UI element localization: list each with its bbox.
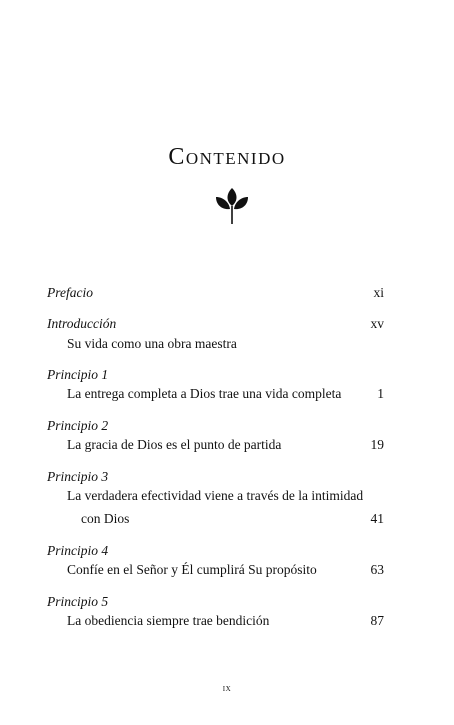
page-number: 87 (370, 613, 384, 628)
entry-title: La gracia de Dios es el punto de partida (67, 437, 282, 452)
entry-label: Introducción (47, 316, 117, 331)
entry-label: Principio 4 (47, 543, 109, 558)
entry-label: Principio 1 (47, 367, 109, 382)
entry-title-continuation: con Dios (81, 511, 130, 526)
page-title: Contenido (168, 144, 286, 170)
entry-title: Confíe en el Señor y Él cumplirá Su propósito (67, 562, 317, 577)
page-number: xv (370, 316, 384, 331)
entry-title: La entrega completa a Dios trae una vida completa (67, 386, 342, 401)
page-number: 1 (377, 386, 384, 401)
page-number: 63 (370, 562, 384, 577)
entry-title: La verdadera efectividad viene a través de la intimidad (67, 488, 364, 503)
entry-label: Prefacio (47, 285, 93, 300)
entry-title: Su vida como una obra maestra (67, 336, 237, 351)
entry-label: Principio 3 (47, 469, 109, 484)
page-number: 19 (370, 437, 384, 452)
page-folio: ix (222, 683, 232, 694)
page-number: xi (373, 285, 384, 300)
entry-label: Principio 2 (47, 418, 109, 433)
entry-title: La obediencia siempre trae bendición (67, 613, 270, 628)
entry-label: Principio 5 (47, 594, 109, 609)
page-number: 41 (370, 511, 384, 526)
